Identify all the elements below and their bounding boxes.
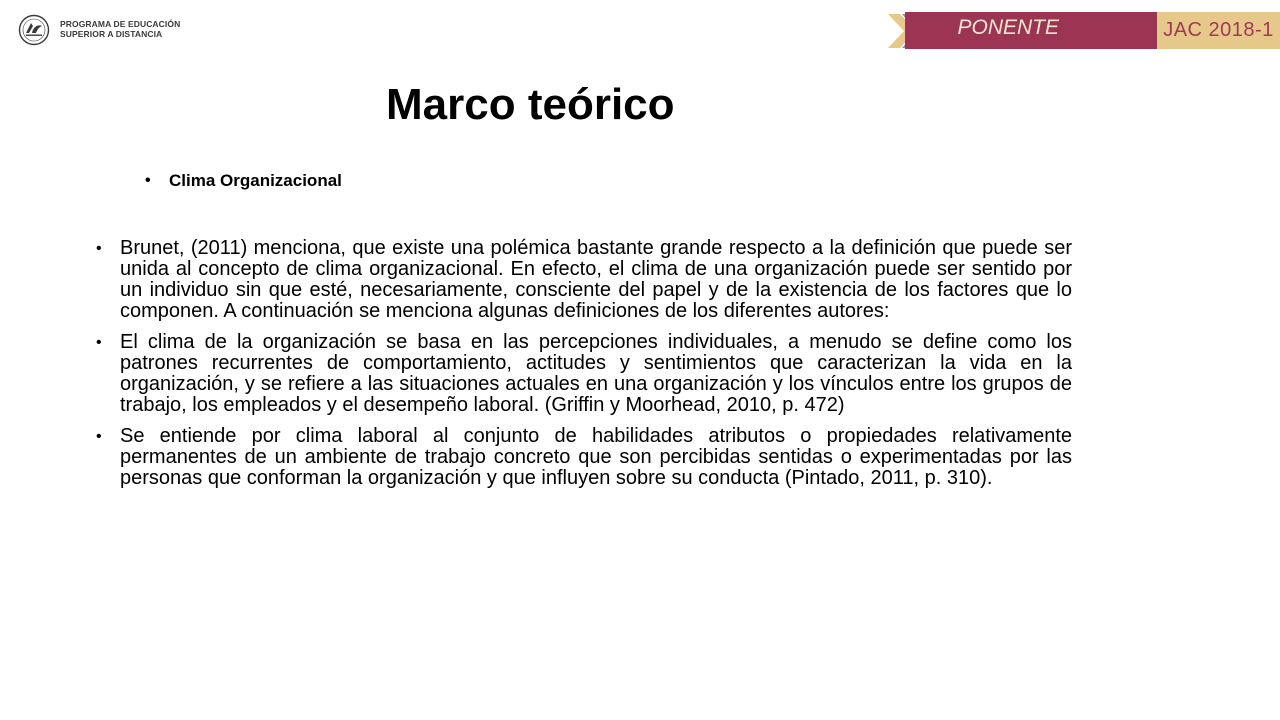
bullet-paragraph-1	[96, 238, 1072, 322]
bullet-marker: •	[145, 172, 151, 189]
university-emblem-icon	[18, 14, 50, 46]
bullet-marker: •	[96, 334, 102, 351]
body-text	[96, 238, 1072, 499]
bullet-paragraph-3	[96, 426, 1072, 489]
bullet-marker: •	[96, 240, 102, 257]
slide-title: Marco teórico	[386, 80, 675, 129]
logo-line-1: PROGRAMA DE EDUCACIÓN	[60, 19, 181, 29]
bullet-paragraph-2	[96, 332, 1072, 416]
subheading-bullet	[145, 170, 342, 192]
paragraph-text: Brunet, (2011) menciona, que existe una polémica bastante grande respecto a la definición que puede ser unida al concepto de clima organizacional. En efecto, el clima de una organización puede ser sentido por un individuo sin que esté, necesariamente, consciente del papel y de la existencia de los factores que lo componen. A continuación se menciona algunas definiciones de los diferentes autores:	[120, 237, 1072, 322]
institution-logo	[18, 12, 181, 52]
logo-wordmark	[60, 19, 180, 39]
ponente-label: PONENTE	[957, 16, 1059, 39]
event-label: JAC 2018-1	[1163, 19, 1274, 41]
paragraph-text: Se entiende por clima laboral al conjunto de habilidades atributos o propiedades relativamente permanentes de un ambiente de trabajo concreto que son percibidas sentidas o experimentadas por las personas que conforman la organización y que influyen sobre su conducta (Pintado, 2011, p. 310).	[120, 425, 1072, 489]
paragraph-text: El clima de la organización se basa en las percepciones individuales, a menudo se define como los patrones recurrentes de comportamiento, actitudes y sentimientos que caracterizan la vida en la organización, y se refiere a las situaciones actuales en una organización y los vínculos entre los grupos de trabajo, los empleados y el desempeño laboral. (Griffin y Moorhead, 2010, p. 472)	[120, 331, 1072, 416]
logo-line-2: SUPERIOR A DISTANCIA	[60, 29, 163, 39]
subheading-text: Clima Organizacional	[169, 171, 342, 190]
bullet-marker: •	[96, 428, 102, 445]
